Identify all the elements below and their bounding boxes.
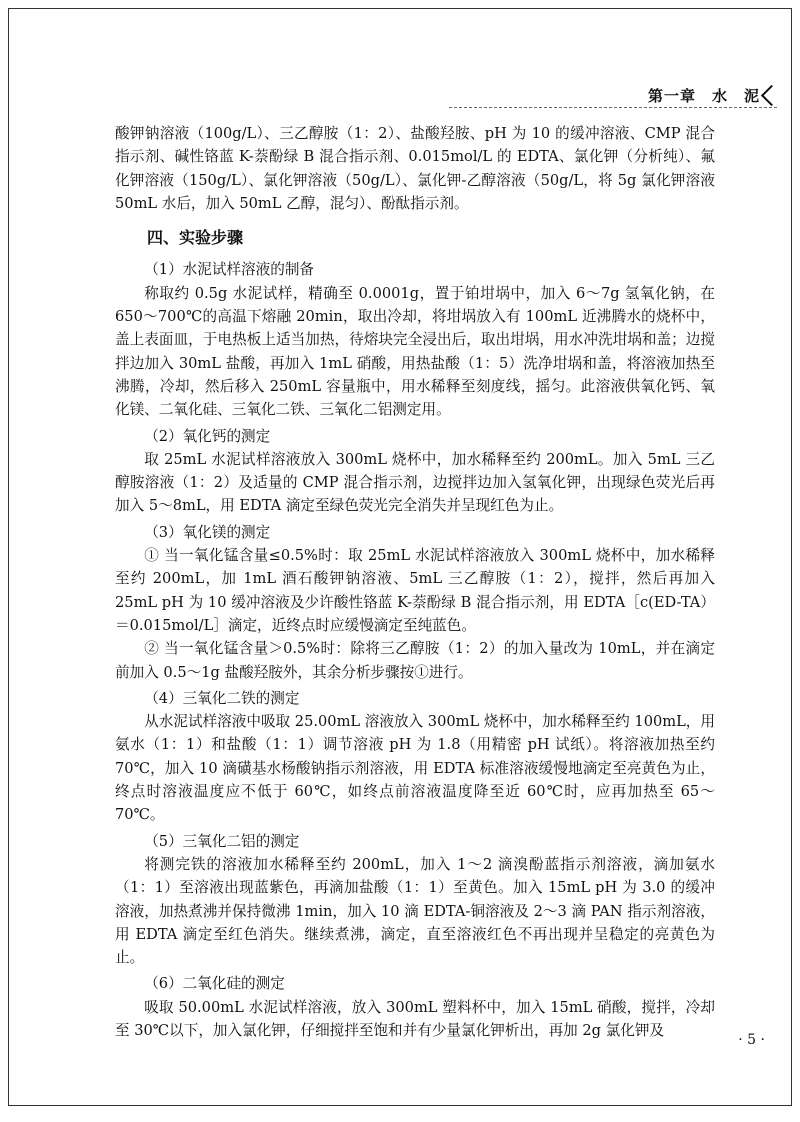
paragraph: 将测完铁的溶液加水稀释至约 200mL，加入 1～2 滴溴酚蓝指示剂溶液，滴加氨水（1：1）至溶液出现蓝紫色，再滴加盐酸（1：1）至黄色。加入 15mL pH 为 3.0 的缓冲溶液，加热煮沸并保持微沸 1min，加入 10 滴 EDTA-铜溶液及 2～3 滴 PAN 指示剂溶液，用 EDTA 滴定至红色消失。继续煮沸，滴定，直至溶液红色不再出现并呈稳定的亮黄色为止。 — [115, 855, 715, 967]
subsection-title: （3）氧化镁的测定 — [144, 523, 271, 541]
paragraph: 吸取 50.00mL 水泥试样溶液，放入 300mL 塑料杯中，加入 15mL 硝酸，搅拌，冷却至 30℃以下，加入氯化钾，仔细搅拌至饱和并有少量氯化钾析出，再加 2g 氯化钾及 — [115, 998, 715, 1039]
document-page — [8, 8, 792, 1106]
body-text — [115, 122, 715, 1042]
intro-paragraph: 酸钾钠溶液（100g/L）、三乙醇胺（1：2）、盐酸羟胺、pH 为 10 的缓冲溶液、CMP 混合指示剂、碱性铬蓝 K-萘酚绿 B 混合指示剂、0.015mol/L 的 EDTA、氯化钾（分析纯）、氟化钾溶液（150g/L）、氯化钾溶液（50g/L）、氯化钾-乙醇溶液（50g/L，将 5g 氯化钾溶液 50mL 水后，加入 50mL 乙醇，混匀）、酚酞指示剂。 — [115, 125, 715, 212]
running-header — [648, 85, 779, 106]
subsection-title: （4）三氧化二铁的测定 — [144, 689, 300, 707]
paragraph: 取 25mL 水泥试样溶液放入 300mL 烧杯中，加水稀释至约 200mL。加入 5mL 三乙醇胺溶液（1：2）及适量的 CMP 混合指示剂，边搅拌边加入氢氧化钾，出现绿色荧光后再加入 5～8mL，用 EDTA 滴定至绿色荧光完全消失并呈现红色为止。 — [115, 450, 715, 515]
paragraph: ① 当一氧化锰含量≤0.5%时：取 25mL 水泥试样溶液放入 300mL 烧杯中，加水稀释至约 200mL，加 1mL 酒石酸钾钠溶液、5mL 三乙醇胺（1：2），搅拌，然后再加入 25mL pH 为 10 缓冲溶液及少许酸性铬蓝 K-萘酚绿 B 混合指示剂，用 EDTA［c(ED-TA）＝0.015mol/L］滴定，近终点时应缓慢滴定至纯蓝色。 — [115, 547, 715, 634]
page-number: · 5 · — [738, 1032, 765, 1048]
section-heading: 四、实验步骤 — [147, 228, 244, 248]
paragraph: 称取约 0.5g 水泥试样，精确至 0.0001g，置于铂坩埚中，加入 6～7g 氢氧化钠，在 650～700℃的高温下熔融 20min，取出冷却，将坩埚放入有 100mL 近沸腾水的烧杯中，盖上表面皿，于电热板上适当加热，待熔块完全浸出后，取出坩埚，用水冲洗坩埚和盖；边搅拌边加入 30mL 盐酸，再加入 1mL 硝酸，用热盐酸（1：5）洗净坩埚和盖，将溶液加热至沸腾，冷却，然后移入 250mL 容量瓶中，用水稀释至刻度线，摇匀。此溶液供氧化钙、氧化镁、二氧化硅、三氧化二铁、三氧化二铝测定用。 — [115, 284, 715, 419]
paragraph: ② 当一氧化锰含量＞0.5%时：除将三乙醇胺（1：2）的加入量改为 10mL，并在滴定前加入 0.5～1g 盐酸羟胺外，其余分析步骤按①进行。 — [115, 640, 715, 681]
arrow-left-icon — [761, 85, 782, 106]
subsection-title: （6）二氧化硅的测定 — [144, 975, 285, 993]
subsection-title: （1）水泥试样溶液的制备 — [144, 261, 315, 279]
subsection-title: （2）氧化钙的测定 — [144, 427, 271, 445]
paragraph: 从水泥试样溶液中吸取 25.00mL 溶液放入 300mL 烧杯中，加水稀释至约 100mL，用氨水（1：1）和盐酸（1：1）调节溶液 pH 为 1.8（用精密 pH 试纸）。将溶液加热至约 70℃，加入 10 滴磺基水杨酸钠指示剂溶液，用 EDTA 标准溶液缓慢地滴定至亮黄色为止，终点时溶液温度应不低于 60℃，如终点前溶液温度降至近 60℃时，应再加热至 65～70℃。 — [115, 713, 715, 824]
subsection-title: （5）三氧化二铝的测定 — [144, 832, 300, 850]
chapter-title: 第一章 水 泥 — [647, 87, 760, 105]
header-rule — [449, 107, 777, 108]
